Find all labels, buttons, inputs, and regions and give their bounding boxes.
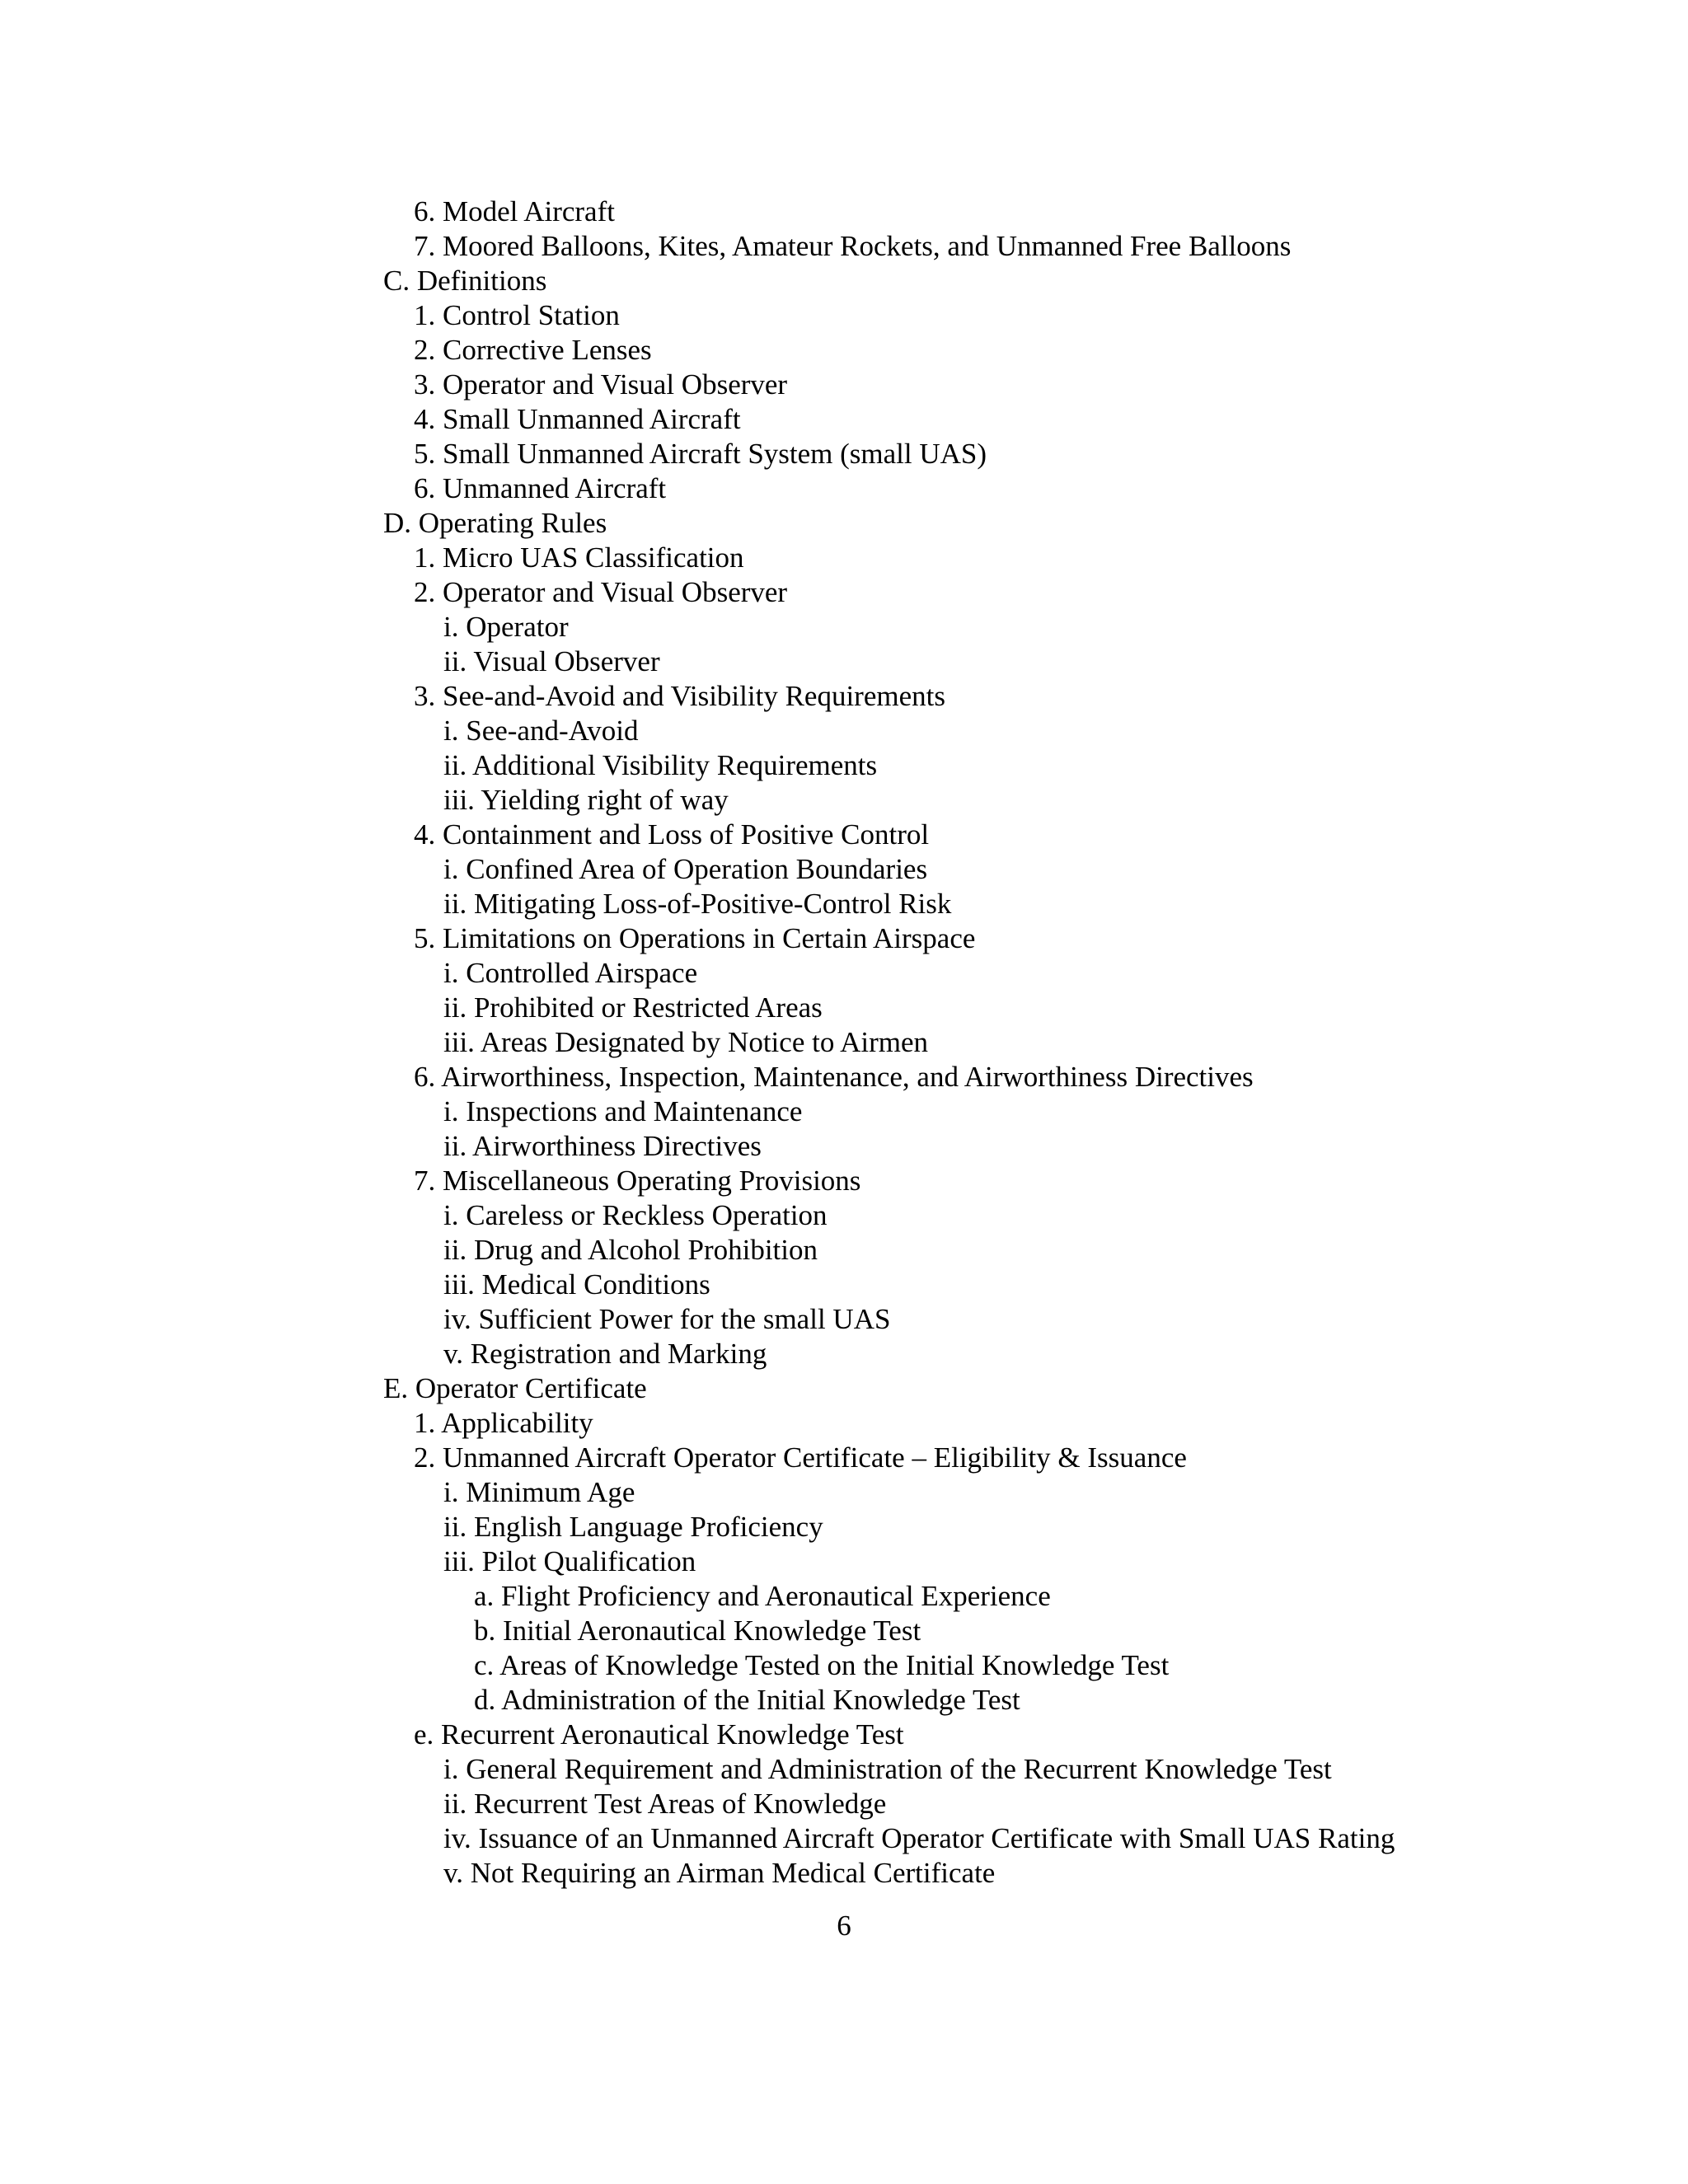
outline-entry: D. Operating Rules xyxy=(383,507,607,539)
outline-entry: 1. Control Station xyxy=(414,299,620,331)
outline-entry: 6. Unmanned Aircraft xyxy=(414,472,667,504)
outline-entry: ii. English Language Proficiency xyxy=(443,1511,823,1543)
outline-entry: 7. Miscellaneous Operating Provisions xyxy=(414,1165,861,1197)
outline-entry: i. Inspections and Maintenance xyxy=(443,1095,803,1127)
outline-entry: 2. Corrective Lenses xyxy=(414,334,652,366)
outline-entry: ii. Recurrent Test Areas of Knowledge xyxy=(443,1788,887,1820)
outline-entry: e. Recurrent Aeronautical Knowledge Test xyxy=(414,1718,904,1750)
outline-entry: d. Administration of the Initial Knowledge Test xyxy=(474,1684,1020,1716)
outline-entry: i. Minimum Age xyxy=(443,1476,635,1508)
outline-entry: ii. Additional Visibility Requirements xyxy=(443,749,878,781)
outline-entry: 6. Model Aircraft xyxy=(414,195,615,227)
outline-entry: 4. Containment and Loss of Positive Control xyxy=(414,818,930,851)
outline-entry: v. Not Requiring an Airman Medical Certificate xyxy=(443,1857,996,1889)
outline-entry: ii. Prohibited or Restricted Areas xyxy=(443,991,823,1024)
outline-entry: 3. See-and-Avoid and Visibility Requirements xyxy=(414,680,945,712)
outline-entry: 5. Limitations on Operations in Certain Airspace xyxy=(414,922,976,954)
outline-entry: a. Flight Proficiency and Aeronautical Experience xyxy=(474,1580,1051,1612)
outline-entry: E. Operator Certificate xyxy=(383,1372,647,1404)
outline-entry: i. See-and-Avoid xyxy=(443,715,639,747)
outline-entry: i. Confined Area of Operation Boundaries xyxy=(443,853,928,885)
outline-entry: iii. Areas Designated by Notice to Airmen xyxy=(443,1026,929,1058)
outline-entry: 3. Operator and Visual Observer xyxy=(414,368,788,401)
outline-entry: c. Areas of Knowledge Tested on the Initial Knowledge Test xyxy=(474,1649,1170,1681)
outline-entry: 2. Unmanned Aircraft Operator Certificate – Eligibility & Issuance xyxy=(414,1441,1187,1474)
outline-entry: 1. Applicability xyxy=(414,1407,593,1439)
outline-entry: ii. Airworthiness Directives xyxy=(443,1130,762,1162)
outline-entry: i. Controlled Airspace xyxy=(443,957,698,989)
outline-entry: i. Careless or Reckless Operation xyxy=(443,1199,828,1231)
outline-entry: C. Definitions xyxy=(383,265,547,297)
outline-entry: ii. Visual Observer xyxy=(443,645,660,677)
outline-entry: iii. Medical Conditions xyxy=(443,1268,710,1301)
outline-entry: b. Initial Aeronautical Knowledge Test xyxy=(474,1615,921,1647)
outline-entry: 6. Airworthiness, Inspection, Maintenance, and Airworthiness Directives xyxy=(414,1061,1254,1093)
outline-entry: ii. Mitigating Loss-of-Positive-Control Risk xyxy=(443,888,952,920)
page-number: 6 xyxy=(837,1910,851,1942)
outline-entry: iii. Yielding right of way xyxy=(443,784,729,816)
outline-entry: iii. Pilot Qualification xyxy=(443,1545,696,1577)
outline-entry: i. Operator xyxy=(443,611,569,643)
outline-entry: 7. Moored Balloons, Kites, Amateur Rockets, and Unmanned Free Balloons xyxy=(414,230,1292,262)
outline-entry: 5. Small Unmanned Aircraft System (small UAS) xyxy=(414,438,987,470)
outline-entry: iv. Sufficient Power for the small UAS xyxy=(443,1303,891,1335)
outline-entry: ii. Drug and Alcohol Prohibition xyxy=(443,1234,818,1266)
outline-entry: 2. Operator and Visual Observer xyxy=(414,576,788,608)
outline-entry: i. General Requirement and Administration of the Recurrent Knowledge Test xyxy=(443,1753,1332,1785)
outline-entry: 4. Small Unmanned Aircraft xyxy=(414,403,741,435)
outline-entry: 1. Micro UAS Classification xyxy=(414,541,744,574)
outline-entry: v. Registration and Marking xyxy=(443,1338,767,1370)
outline-entry: iv. Issuance of an Unmanned Aircraft Operator Certificate with Small UAS Rating xyxy=(443,1822,1395,1854)
